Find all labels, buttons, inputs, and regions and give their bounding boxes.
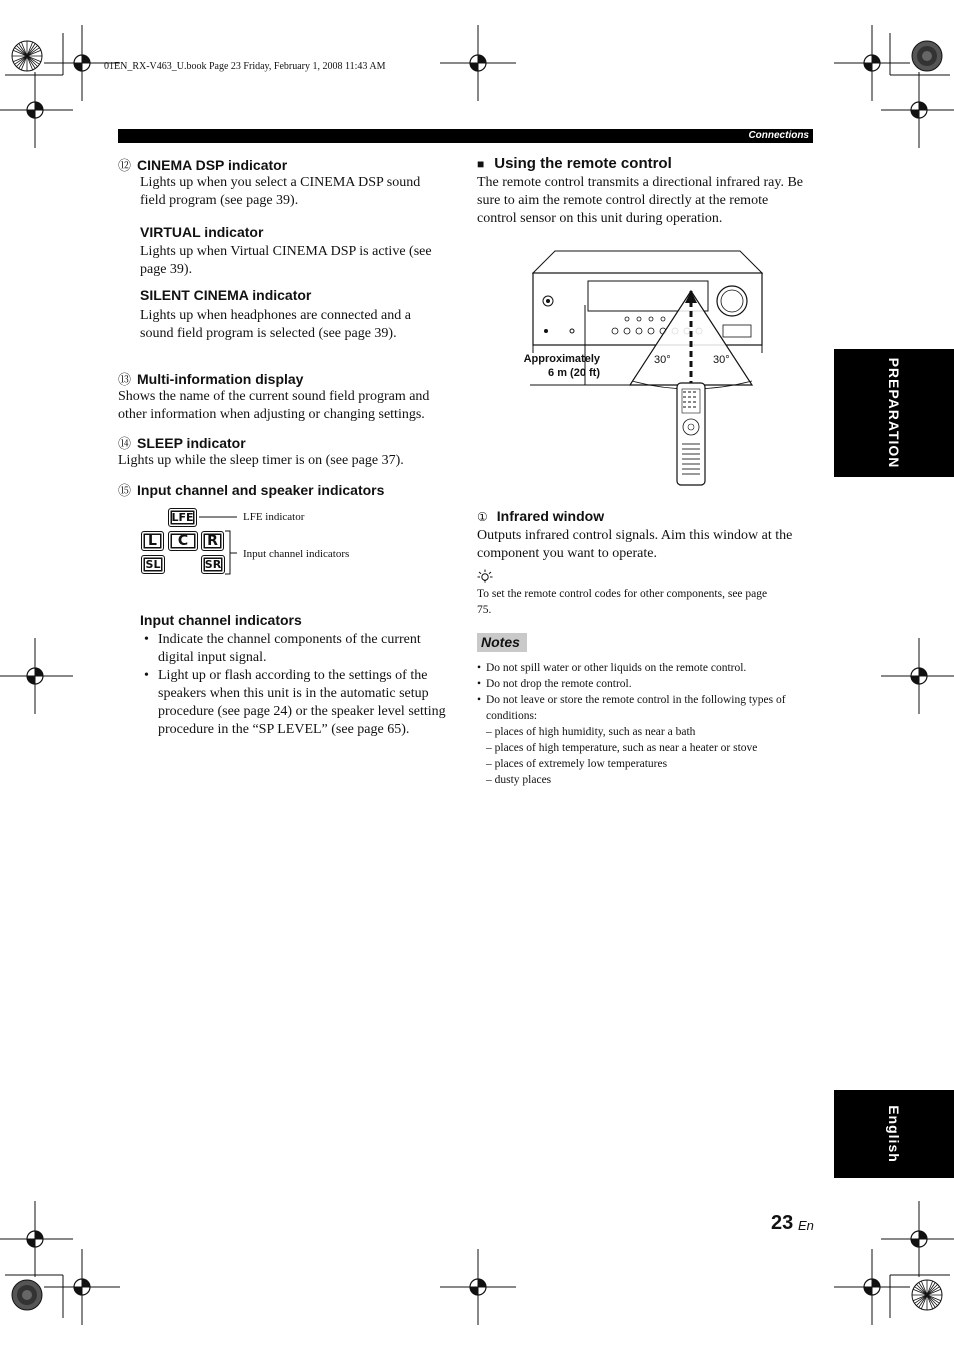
indicator-figure (138, 505, 378, 580)
item12-heading: ⑫ CINEMA DSP indicator (118, 157, 288, 174)
item14-heading: ⑭ SLEEP indicator (118, 435, 246, 452)
list-item: • Do not spill water or other liquids on the remote control. (477, 660, 812, 676)
page-language: En (798, 1218, 814, 1233)
conditions-list (477, 724, 812, 788)
remote-section-heading: ■ Using the remote control (477, 155, 672, 172)
list-item: – dusty places (486, 774, 552, 786)
input-channel-bullets (140, 631, 455, 739)
lfe-indicator: LFE (168, 508, 197, 527)
angle-right-label: 30° (713, 354, 730, 366)
virtual-heading: VIRTUAL indicator (140, 224, 264, 240)
l-indicator: L (141, 531, 164, 551)
angle-left-label: 30° (654, 354, 671, 366)
side-tab-preparation: PREPARATION (834, 349, 954, 477)
sl-indicator: SL (141, 555, 165, 574)
list-item: • Indicate the channel components of the current digital input signal. (140, 631, 455, 667)
tip-icon (477, 569, 495, 583)
item13-text: Shows the name of the current sound field program and other information when adjusting or changing settings. (118, 389, 430, 422)
list-item: – places of high humidity, such as near a bath (486, 726, 696, 738)
print-header-line: 01EN_RX-V463_U.book Page 23 Friday, February 1, 2008 11:43 AM (104, 61, 386, 72)
list-item: • Do not drop the remote control. (477, 676, 812, 692)
item15-heading: ⑮ Input channel and speaker indicators (118, 482, 385, 499)
list-item: • Do not leave or store the remote control in the following types of conditions: (477, 692, 812, 724)
distance-label: Approximately 6 m (20 ft) (523, 353, 600, 379)
item12-text: Lights up when you select a CINEMA DSP sound field program (see page 39). (140, 175, 421, 208)
infrared-window-heading: ① Infrared window (477, 508, 605, 524)
side-tab-english: English (834, 1090, 954, 1178)
section-label: Connections (748, 130, 809, 141)
notes-list (477, 660, 812, 724)
item14-text: Lights up while the sleep timer is on (see page 37). (118, 453, 404, 468)
input-channel-heading: Input channel indicators (140, 612, 302, 628)
list-item: • Light up or flash according to the settings of the speakers when this unit is in the automatic setup procedure (see page 24) or the speaker level setting procedure in the “SP LEVEL” (see page 65). (140, 667, 455, 739)
c-indicator: C (168, 531, 198, 551)
silent-heading: SILENT CINEMA indicator (140, 287, 312, 303)
sr-indicator: SR (201, 555, 225, 574)
infrared-window-text: Outputs infrared control signals. Aim this window at the component you want to operate. (477, 528, 793, 561)
page-number: 23 (771, 1212, 794, 1234)
silent-text: Lights up when headphones are connected and a sound field program is selected (see page 39). (140, 308, 411, 341)
notes-badge: Notes (477, 633, 527, 652)
list-item: – places of high temperature, such as near a heater or stove (486, 742, 758, 754)
item13-heading: ⑬ Multi-information display (118, 371, 304, 388)
tip-text: To set the remote control codes for other components, see page 75. (477, 588, 768, 616)
r-indicator: R (201, 531, 224, 551)
input-channel-indicators-label: Input channel indicators (243, 548, 350, 560)
lfe-indicator-label: LFE indicator (243, 511, 305, 523)
section-bar (118, 129, 813, 143)
list-item: – places of extremely low temperatures (486, 758, 668, 770)
virtual-text: Lights up when Virtual CINEMA DSP is active (see page 39). (140, 244, 432, 277)
remote-intro-text: The remote control transmits a directional infrared ray. Be sure to aim the remote control directly at the remote control sensor on this unit during operation. (477, 175, 804, 226)
